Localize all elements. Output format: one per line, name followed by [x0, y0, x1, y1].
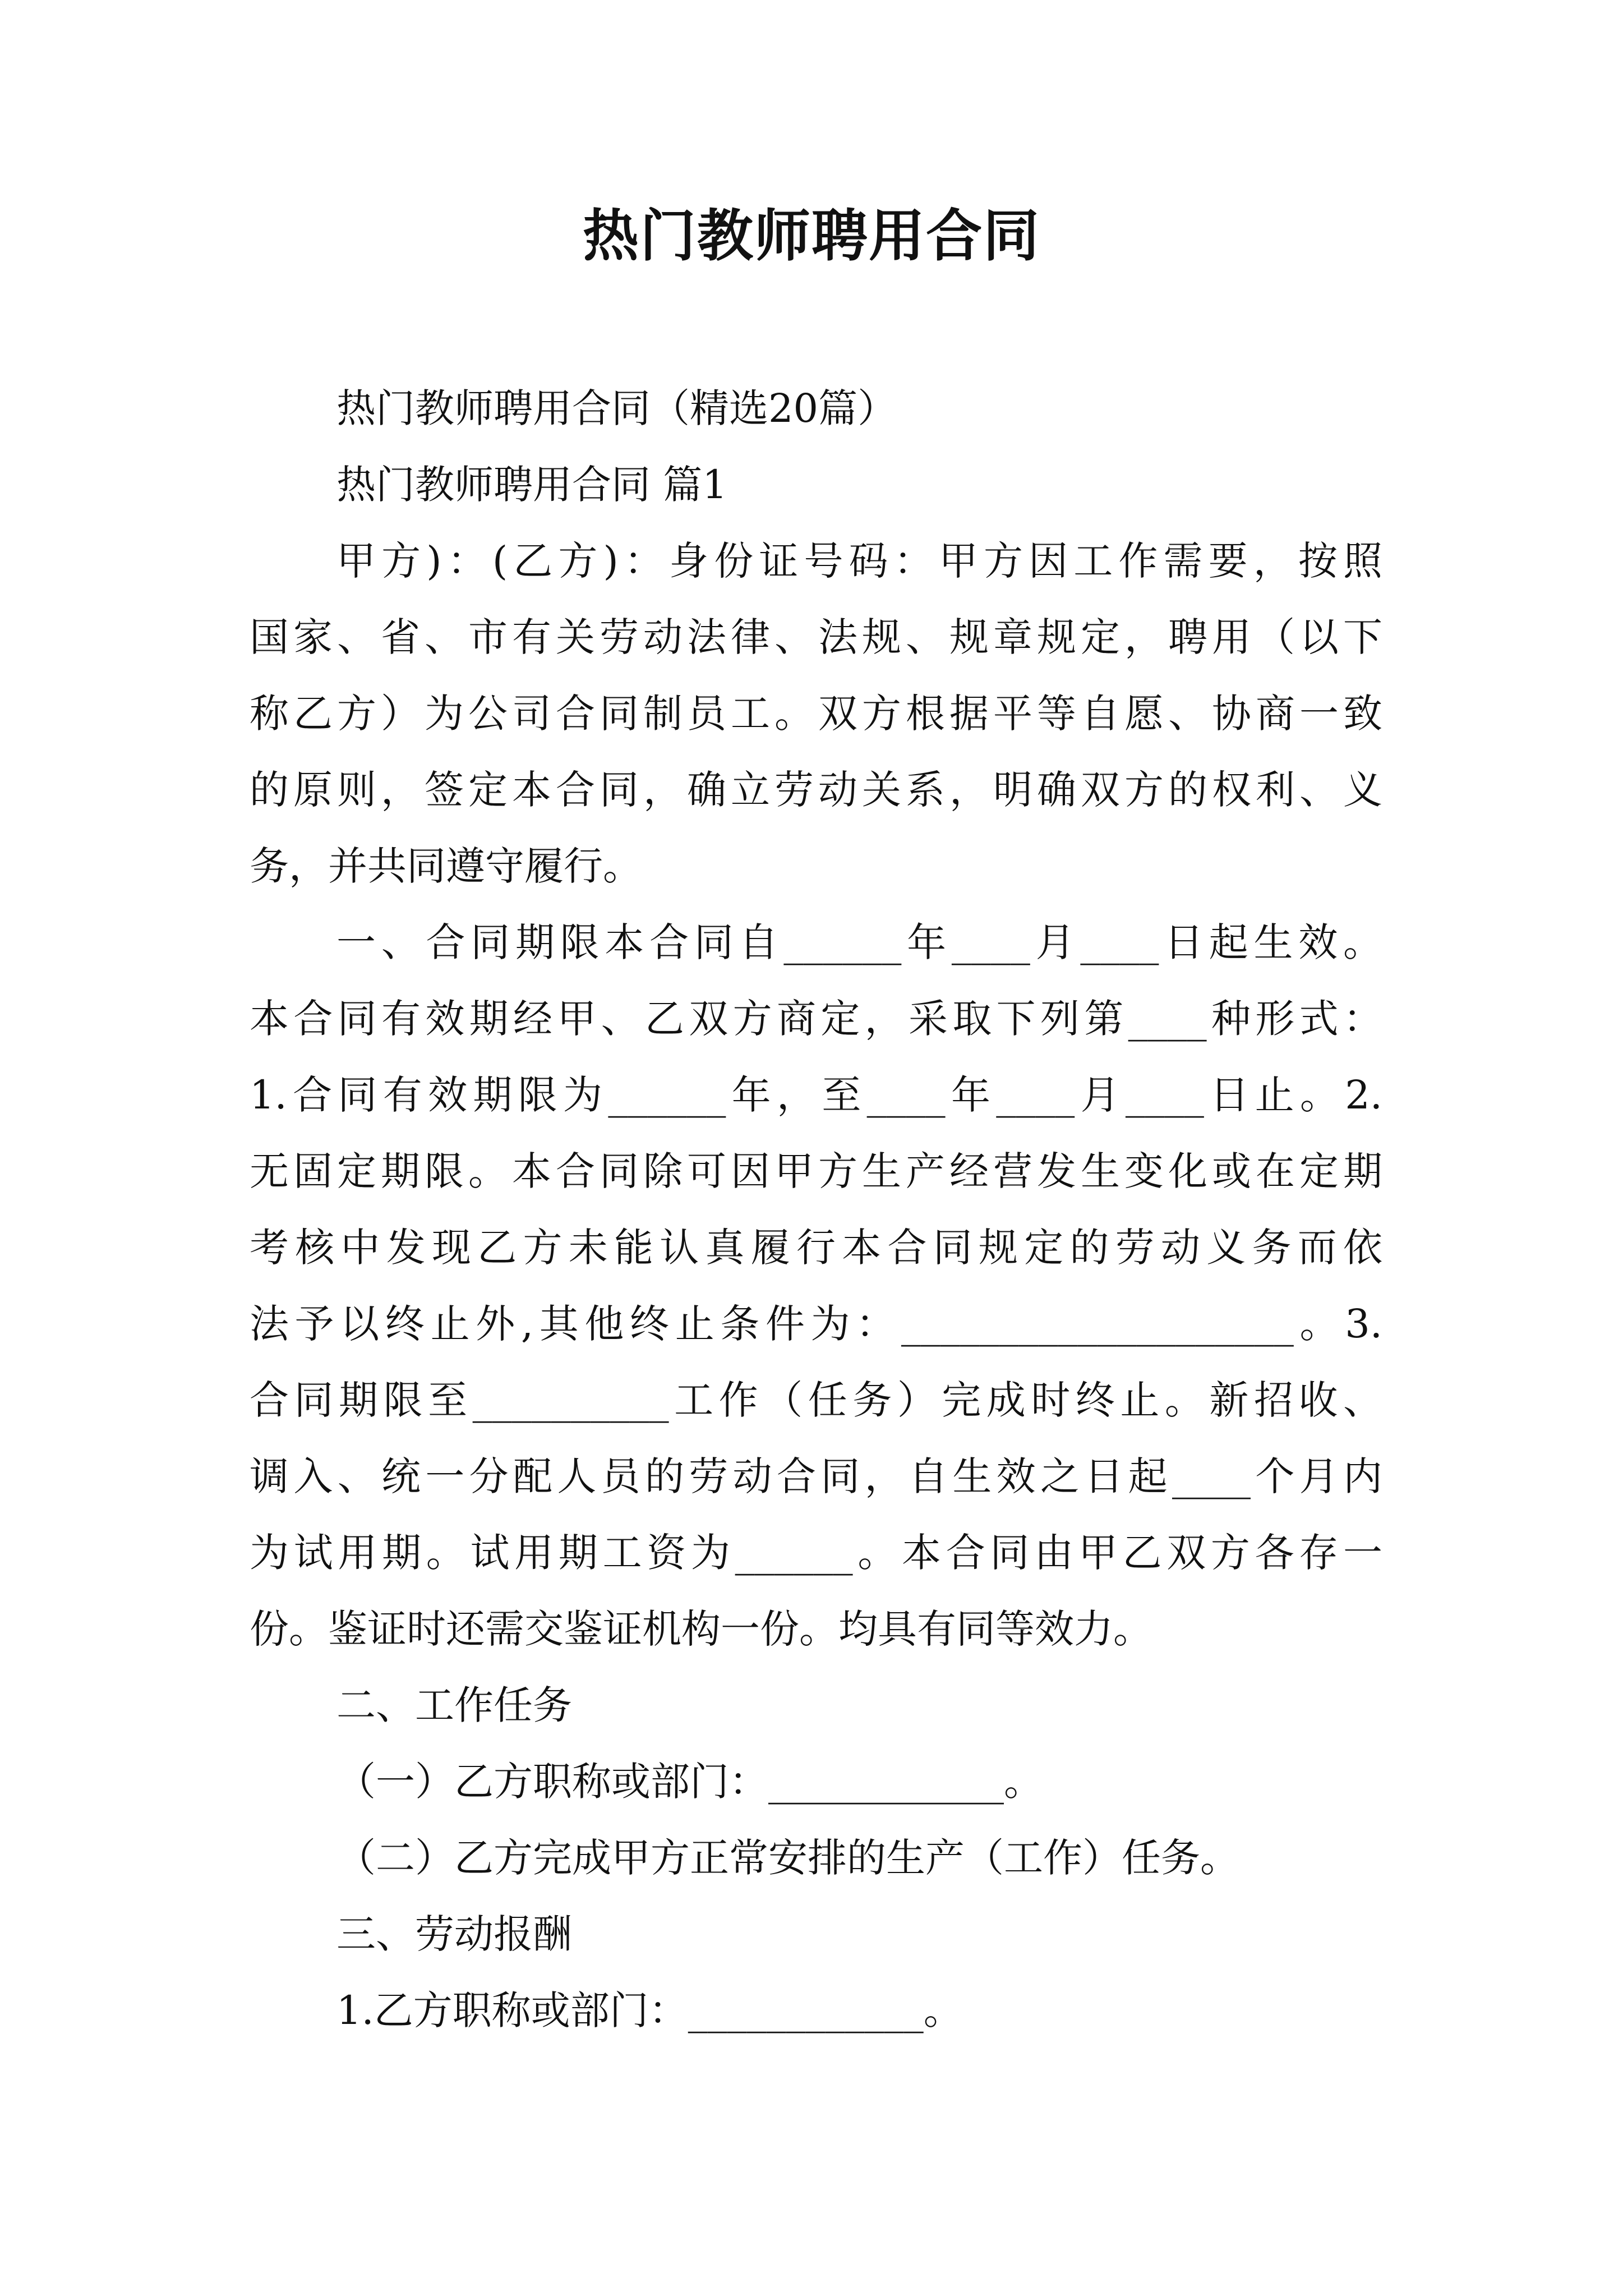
paragraph-line: 份。鉴证时还需交鉴证机构一份。均具有同等效力。 [250, 1606, 1152, 1652]
paragraph-line: 称乙方）为公司合同制员工。双方根据平等自愿、协商一致 [250, 691, 1382, 737]
subtitle-line: 热门教师聘用合同（精选20篇） [336, 385, 897, 431]
paragraph-line: 调入、统一分配人员的劳动合同，自生效之日起____个月内 [250, 1453, 1382, 1499]
paragraph-line: 甲方)：(乙方)：身份证号码：甲方因工作需要，按照 [336, 538, 1382, 584]
document-body [250, 370, 1382, 2049]
paragraph-line: （二）乙方完成甲方正常安排的生产（工作）任务。 [336, 1835, 1239, 1881]
paragraph-line: 法予以终止外,其他终止条件为：____________________。3. [250, 1301, 1382, 1347]
paragraph-line: （一）乙方职称或部门：____________。 [336, 1759, 1043, 1805]
paragraph-line: 务，并共同遵守履行。 [250, 843, 642, 889]
section-heading: 热门教师聘用合同 篇1 [336, 462, 727, 508]
paragraph-line: 1.乙方职称或部门：____________。 [336, 1987, 963, 2033]
paragraph-line: 本合同有效期经甲、乙双方商定，采取下列第____种形式： [250, 996, 1382, 1042]
document-title: 热门教师聘用合同 [583, 203, 1040, 269]
paragraph-line: 无固定期限。本合同除可因甲方生产经营发生变化或在定期 [250, 1148, 1382, 1194]
paragraph-line: 合同期限至__________工作（任务）完成时终止。新招收、 [250, 1377, 1382, 1423]
paragraph-line: 考核中发现乙方未能认真履行本合同规定的劳动义务而依 [250, 1225, 1382, 1271]
paragraph-line: 一、合同期限本合同自______年____月____日起生效。 [336, 919, 1382, 965]
paragraph-line: 1.合同有效期限为______年，至____年____月____日止。2. [250, 1072, 1382, 1118]
section-heading: 二、工作任务 [336, 1682, 572, 1728]
paragraph-line: 为试用期。试用期工资为______。本合同由甲乙双方各存一 [250, 1530, 1382, 1576]
paragraph-line: 的原则，签定本合同，确立劳动关系，明确双方的权利、义 [250, 767, 1382, 813]
paragraph-line: 国家、省、市有关劳动法律、法规、规章规定，聘用（以下 [250, 614, 1382, 660]
section-heading: 三、劳动报酬 [336, 1911, 572, 1957]
